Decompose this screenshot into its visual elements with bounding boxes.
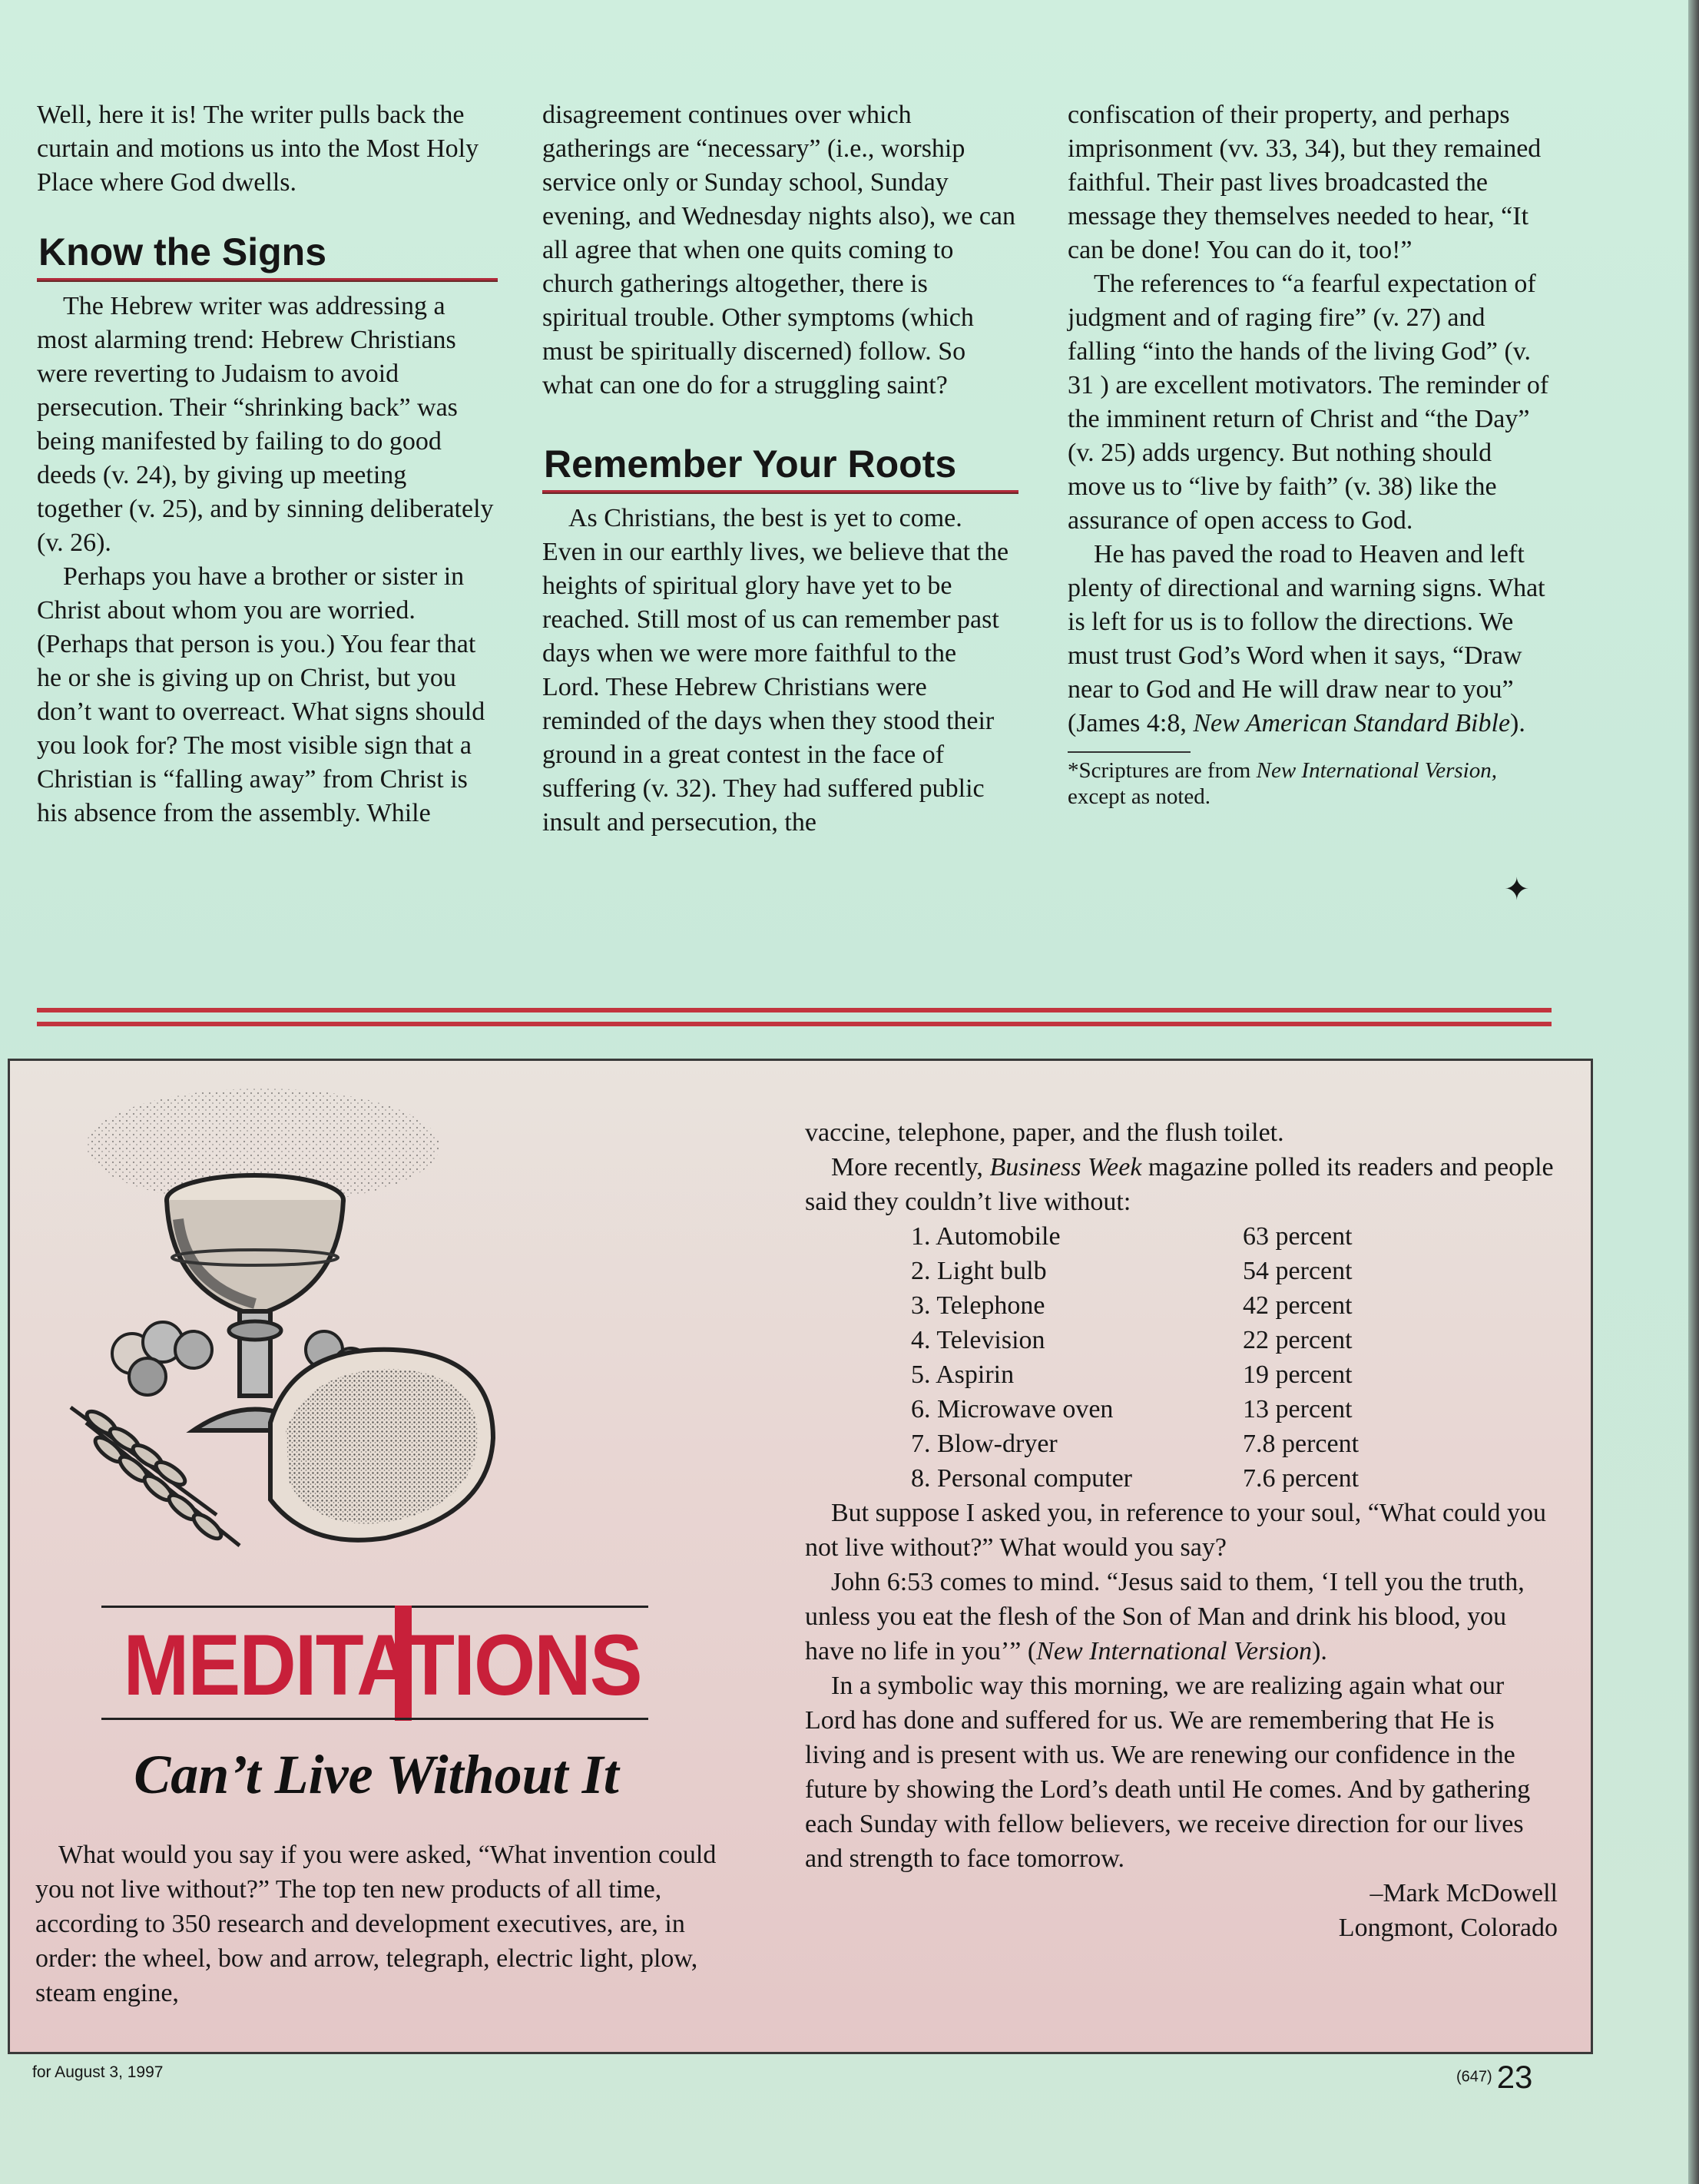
masthead-text: MEDITATIONS: [123, 1617, 641, 1713]
article-column-1: [37, 98, 498, 830]
list-item: 8. Personal computer 7.6 percent: [911, 1464, 1360, 1493]
article-column-2: [542, 98, 1018, 840]
list-item: 7. Blow-dryer 7.8 percent: [911, 1430, 1360, 1458]
article-column-3: [1068, 98, 1552, 810]
intro-paragraph: Well, here it is! The writer pulls back the curtain and motions us into the Most Holy Place where God dwells.: [37, 101, 479, 197]
paragraph: The references to “a fearful expectation of judgment and of raging fire” (v. 27) and falling “into the hands of the living God” (v. 31 ) are excellent motivators. The reminder of the imminent return of Christ and “the Day” (v. 25) adds urgency. But nothing should move us to “live by faith” (v. 38) like the assurance of open access to God.: [1068, 270, 1549, 535]
list-item: 6. Microwave oven 13 percent: [911, 1395, 1353, 1423]
paragraph: In a symbolic way this morning, we are realizing again what our Lord has done and suffered for us. We are remembering that He is living and is present with us. We are renewing our confidence in the future by showing the Lord’s death until He comes. And by gathering each Sunday with fellow believers, we receive direction for our lives and strength to face tomorrow.: [805, 1672, 1531, 1873]
paragraph: The Hebrew writer was addressing a most alarming trend: Hebrew Christians were reverting to Judaism to avoid persecution. Their “shrinking back” was being manifested by failing to do good deeds (v. 24), by giving up meeting together (v. 25), and by sinning deliberately (v. 26).: [37, 292, 494, 557]
footnote: *Scriptures are from New International Version, except as noted.: [1068, 758, 1497, 809]
end-mark-icon: ✦: [1504, 872, 1530, 907]
communion-illustration: [63, 1085, 539, 1561]
paragraph: John 6:53 comes to mind. “Jesus said to them, ‘I tell you the truth, unless you eat the flesh of the Son of Man and drink his blood, you have no life in you’” (New International Version).: [805, 1568, 1525, 1665]
meditations-masthead: [101, 1606, 648, 1721]
issue-number: (647): [1456, 2068, 1492, 2086]
issue-date: for August 3, 1997: [32, 2063, 164, 2081]
paragraph: vaccine, telephone, paper, and the flush toilet.: [805, 1119, 1284, 1147]
author-location: Longmont, Colorado: [1338, 1914, 1558, 1942]
section-heading-know-the-signs: Know the Signs: [38, 230, 326, 273]
page-number: 23: [1496, 2059, 1533, 2095]
paragraph: Perhaps you have a brother or sister in Christ about whom you are worried. (Perhaps that person is you.) You fear that he or she is giving up on Christ, but you don’t want to overreact. What signs should you look for? The most visible sign that a Christian is “falling away” from Christ is his absence from the assembly. While: [37, 562, 485, 827]
page-edge: [1688, 0, 1699, 2184]
list-item: 1. Automobile 63 percent: [911, 1222, 1353, 1251]
paragraph: What would you say if you were asked, “What invention could you not live without?” The top ten new products of all time, according to 350 research and development executives, are, in order: the wheel, bow and arrow, telegraph, electric light, plow, steam engine,: [35, 1841, 717, 2007]
meditation-right-text: [805, 1115, 1558, 1945]
masthead-rule-bottom: [101, 1718, 648, 1720]
list-item: 5. Aspirin 19 percent: [911, 1360, 1353, 1389]
list-item: 4. Television 22 percent: [911, 1326, 1353, 1354]
footnote-rule: [1068, 751, 1191, 753]
bread-icon: [270, 1350, 493, 1540]
heading-rule: [37, 278, 498, 282]
survey-list: [805, 1219, 1558, 1496]
paragraph-closing: He has paved the road to Heaven and left plenty of directional and warning signs. What is left for us is to follow the directions. We must trust God’s Word when it says, “Draw near to God and He will draw near to you” (James 4:8, New American Standard Bible).: [1068, 540, 1545, 737]
author-name: –Mark McDowell: [1369, 1879, 1558, 1907]
paragraph: But suppose I asked you, in reference to your soul, “What could you not live without?” What would you say?: [805, 1499, 1546, 1562]
paragraph: disagreement continues over which gatherings are “necessary” (i.e., worship service only or Sunday school, Sunday evening, and Wednesday nights also), we can all agree that when one quits coming to church gatherings altogether, there is spiritual trouble. Other symptoms (which must be spiritually discerned) follow. So what can one do for a struggling saint?: [542, 101, 1016, 399]
divider-rule-top: [37, 1008, 1552, 1012]
meditation-left-text: [35, 1838, 742, 2010]
page-number-block: [1456, 2059, 1532, 2096]
list-item: 2. Light bulb 54 percent: [911, 1257, 1353, 1285]
meditation-title: Can’t Live Without It: [134, 1744, 619, 1805]
section-heading-remember-your-roots: Remember Your Roots: [544, 442, 957, 486]
heading-rule: [542, 490, 1018, 494]
paragraph: confiscation of their property, and perhaps imprisonment (vv. 33, 34), but they remained faithful. Their past lives broadcasted the message they themselves needed to hear, “It can be done! You can do it, too!”: [1068, 101, 1542, 264]
masthead-rule-top: [101, 1606, 648, 1608]
divider-rule-bottom: [37, 1022, 1552, 1026]
list-item: 3. Telephone 42 percent: [911, 1291, 1353, 1320]
paragraph: More recently, Business Week magazine polled its readers and people said they couldn’t live without:: [805, 1153, 1554, 1216]
paragraph: As Christians, the best is yet to come. Even in our earthly lives, we believe that the heights of spiritual glory have yet to be reached. Still most of us can remember past days when we were more faithful to the Lord. These Hebrew Christians were reminded of the days when they stood their ground in a great contest in the face of suffering (v. 32). They had suffered public insult and persecution, the: [542, 504, 1009, 837]
